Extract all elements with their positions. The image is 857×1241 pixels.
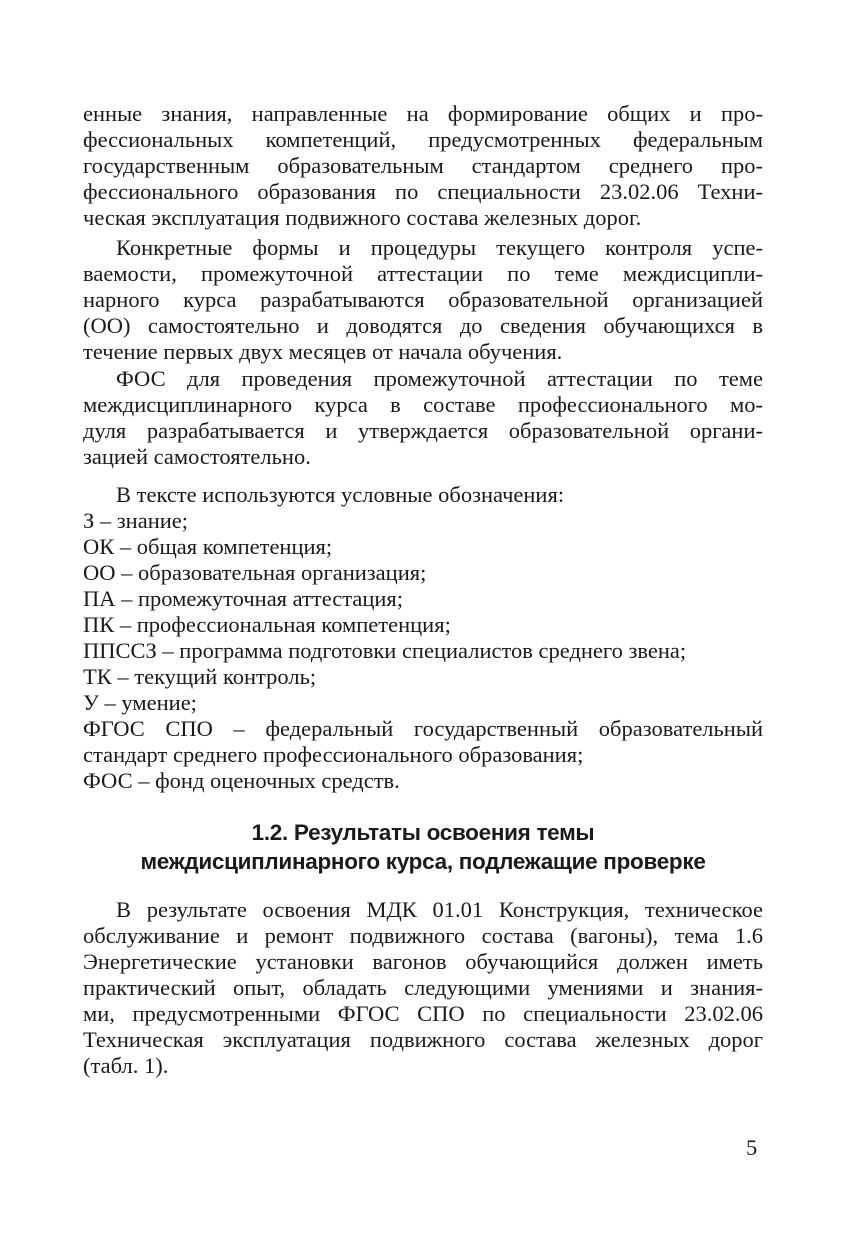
abbreviations-intro: В тексте используются условные обозначения: — [116, 482, 565, 507]
section-heading-line: 1.2. Результаты освоения темы — [251, 820, 595, 845]
text-line: дуля разрабатывается и утверждается образовательной органи- — [83, 418, 763, 443]
abbreviation-item: У – умение; — [83, 690, 197, 715]
page-number: 5 — [746, 1135, 758, 1160]
text-line: Конкретные формы и процедуры текущего контроля успе- — [116, 235, 763, 260]
section-heading-line: междисциплинарного курса, подлежащие проверке — [140, 849, 706, 874]
text-line: ваемости, промежуточной аттестации по теме междисципли- — [83, 261, 763, 286]
text-line: (ОО) самостоятельно и доводятся до сведения обучающихся в — [83, 313, 763, 338]
text-line: ФОС для проведения промежуточной аттестации по теме — [116, 366, 763, 391]
abbreviation-item: ОО – образовательная организация; — [83, 560, 427, 585]
text-line: нарного курса разрабатываются образовательной организацией — [83, 287, 763, 312]
text-line: ми, предусмотренными ФГОС СПО по специальности 23.02.06 — [83, 1001, 763, 1026]
text-line: В результате освоения МДК 01.01 Конструкция, техническое — [116, 897, 763, 922]
text-line: фессионального образования по специальности 23.02.06 Техни- — [83, 179, 763, 204]
abbreviation-item: ФОС – фонд оценочных средств. — [83, 768, 400, 793]
abbreviation-item: ТК – текущий контроль; — [83, 664, 317, 689]
abbreviation-item: ПК – профессиональная компетенция; — [83, 612, 451, 637]
abbreviation-item: ППССЗ – программа подготовки специалистов среднего звена; — [83, 638, 687, 663]
text-line: течение первых двух месяцев от начала обучения. — [83, 339, 563, 364]
abbreviation-item: ФГОС СПО – федеральный государственный образовательный — [83, 716, 763, 741]
text-line: ческая эксплуатация подвижного состава железных дорог. — [83, 205, 642, 230]
text-line: зацией самостоятельно. — [83, 444, 311, 469]
text-line: енные знания, направленные на формирование общих и про- — [83, 101, 763, 126]
abbreviation-item: З – знание; — [83, 508, 189, 533]
abbreviation-item: стандарт среднего профессионального образования; — [83, 742, 584, 767]
text-line: фессиональных компетенций, предусмотренных федеральным — [83, 127, 763, 152]
text-line: междисциплинарного курса в составе профессионального мо- — [83, 392, 763, 417]
text-line: Энергетические установки вагонов обучающийся должен иметь — [83, 949, 763, 974]
text-line: обслуживание и ремонт подвижного состава (вагоны), тема 1.6 — [83, 923, 763, 948]
text-line: практический опыт, обладать следующими умениями и знания- — [83, 975, 763, 1000]
abbreviation-item: ОК – общая компетенция; — [83, 534, 333, 559]
text-line: государственным образовательным стандартом среднего про- — [83, 153, 763, 178]
text-line: (табл. 1). — [83, 1053, 169, 1078]
text-line: Техническая эксплуатация подвижного состава железных дорог — [83, 1027, 763, 1052]
abbreviation-item: ПА – промежуточная аттестация; — [83, 586, 404, 611]
